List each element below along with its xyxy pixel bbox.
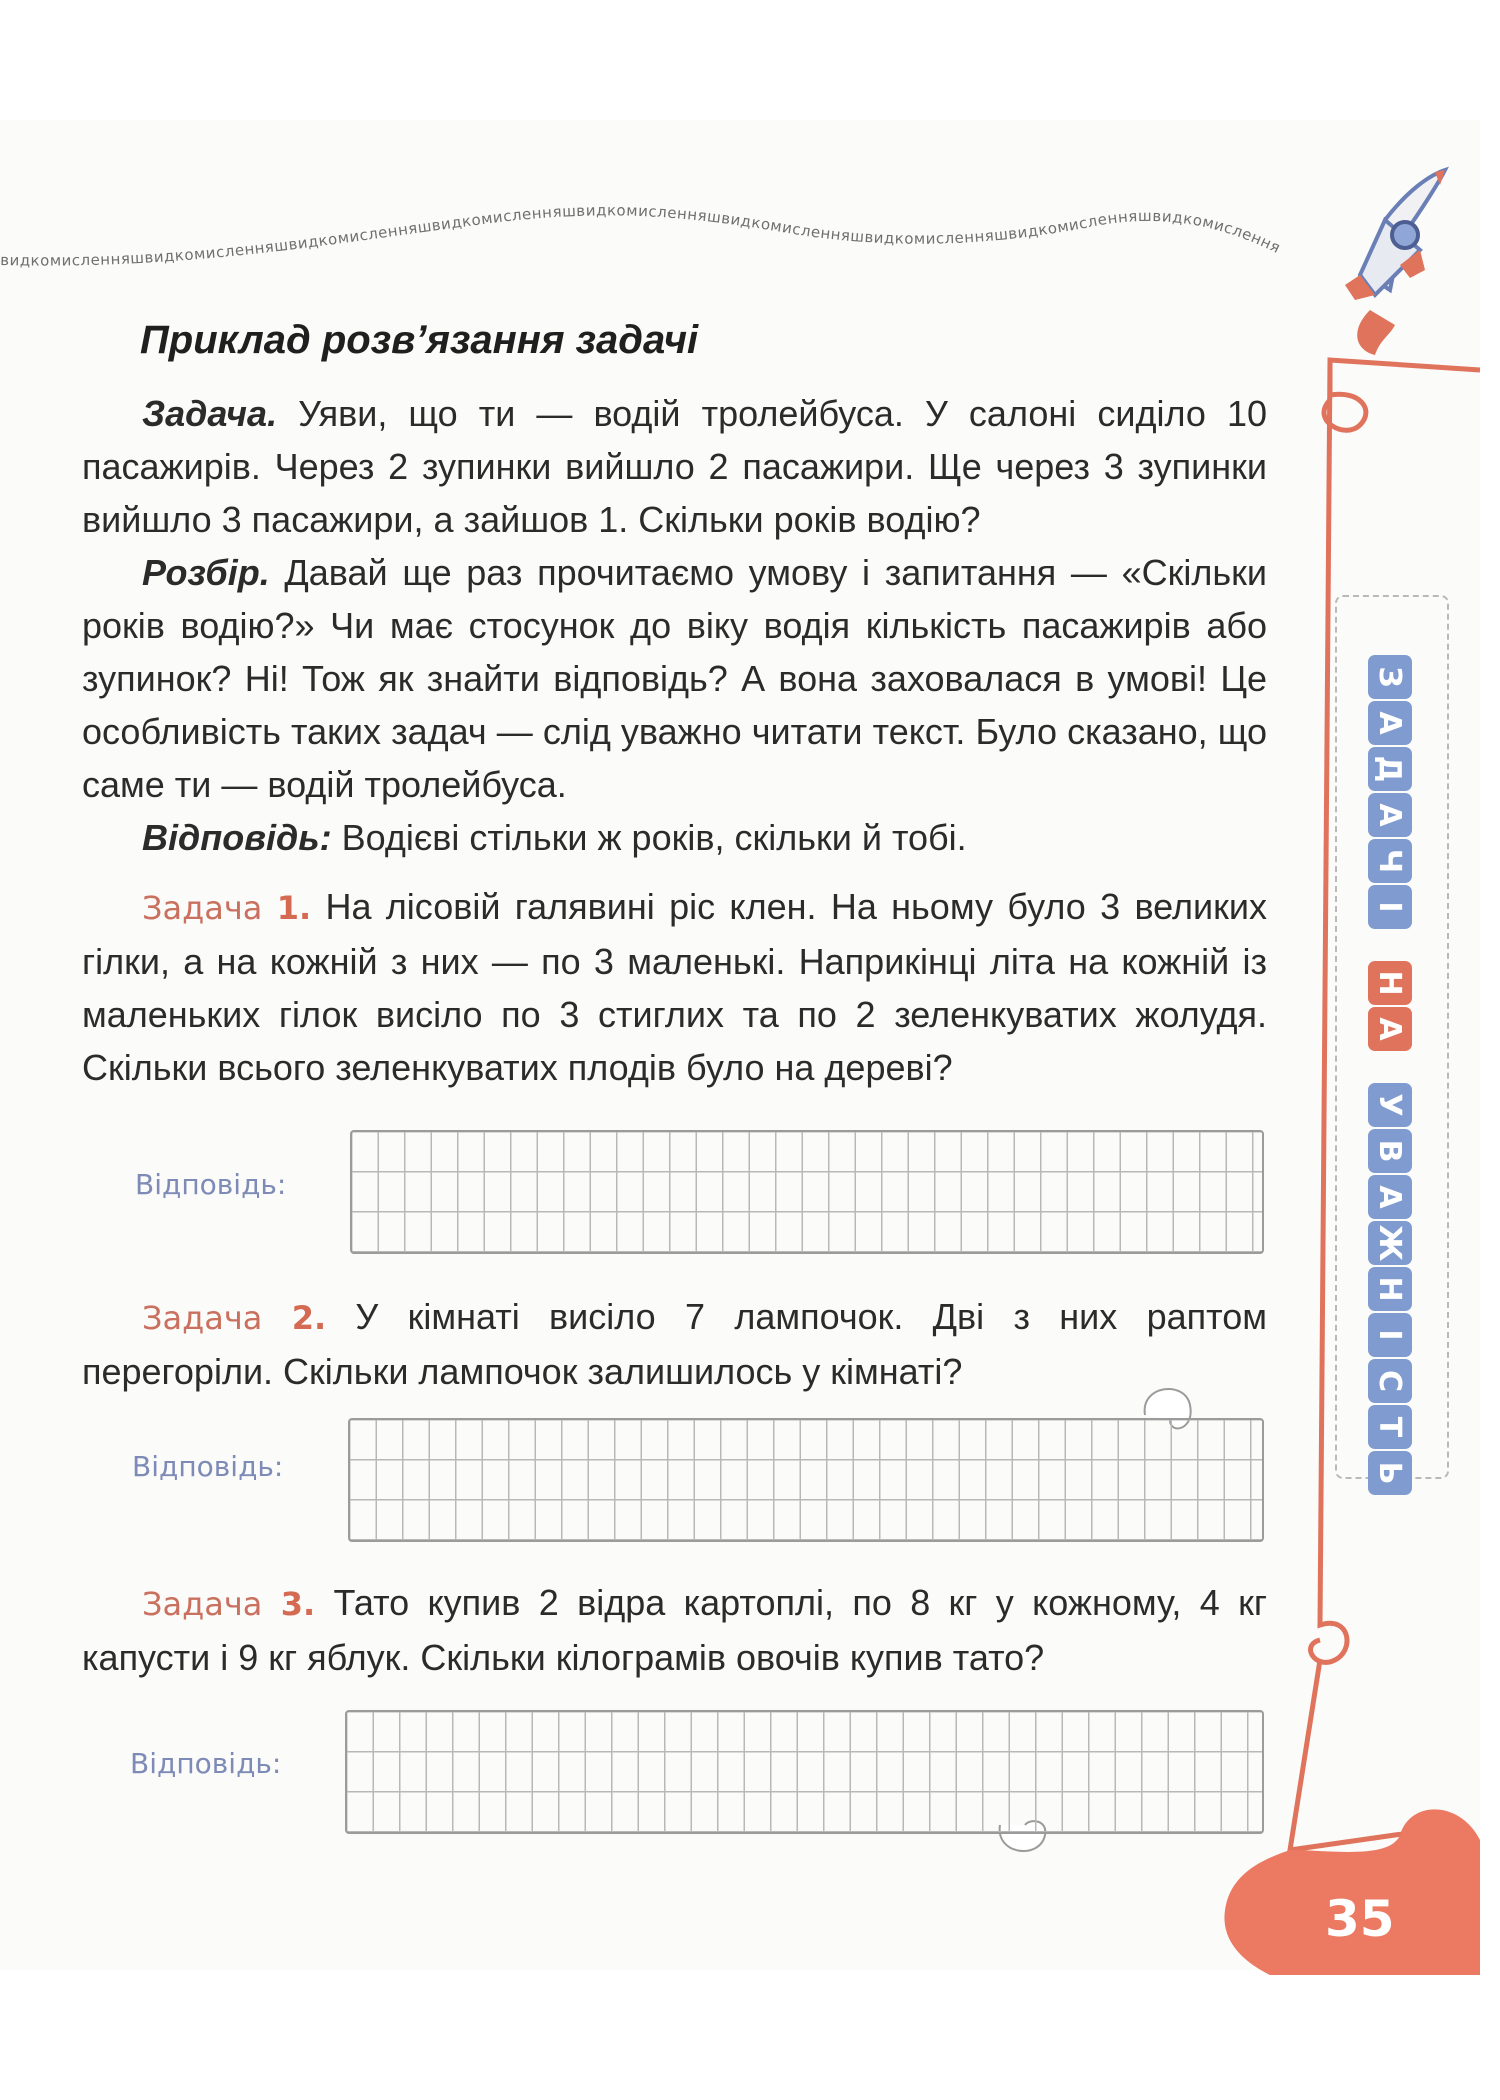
task-1-number: 1.	[276, 889, 312, 927]
sidebar-tile: А	[1368, 1175, 1412, 1219]
sidebar-tile: Д	[1368, 747, 1412, 791]
sidebar-tile: А	[1368, 1007, 1412, 1051]
task-2	[82, 1290, 1267, 1398]
task-2-answer-grid[interactable]	[348, 1418, 1264, 1542]
sidebar-tile: Ь	[1368, 1451, 1412, 1495]
sidebar-tile: А	[1368, 701, 1412, 745]
example-analysis-text: Давай ще раз прочитаємо умову і запитання — «Скільки років водію?» Чи має стосунок до віку водія кількість пасажирів або зупинок? Ні! Тож як знайти відповідь? А вона заховалася в умові! Це особливість таких задач — слід уважно читати текст. Було сказано, що саме ти — водій тролейбуса.	[82, 552, 1267, 805]
task-1-text: На лісовій галявині ріс клен. На ньому було 3 великих гілки, а на кожній з них — по 3 маленькі. Наприкінці літа на кожній із маленьких гілок висіло по 3 стиглих та по 2 зеленкуватих жолудя. Скільки всього зеленкуватих плодів було на дереві?	[82, 886, 1267, 1088]
sidebar-tile: Ж	[1368, 1221, 1412, 1265]
task-3-answer-label: Відповідь:	[130, 1747, 282, 1780]
sidebar-tile: Т	[1368, 1405, 1412, 1449]
page-number: 35	[1325, 1890, 1395, 1948]
task-2-number: 2.	[291, 1299, 327, 1337]
sidebar-tile: У	[1368, 1083, 1412, 1127]
example-analysis	[82, 546, 1267, 811]
sidebar-tile: Н	[1368, 1267, 1412, 1311]
example-answer	[82, 811, 1267, 864]
sidebar-tile: Ч	[1368, 839, 1412, 883]
example-task	[82, 387, 1267, 546]
task-1-answer-label: Відповідь:	[135, 1168, 287, 1201]
task-3-answer-grid[interactable]	[345, 1710, 1264, 1834]
task-3-number: 3.	[280, 1585, 316, 1623]
task-1-answer-grid[interactable]	[350, 1130, 1264, 1254]
example-answer-text: Водієві стільки ж років, скільки й тобі.	[331, 817, 967, 858]
sidebar-tile: Н	[1368, 961, 1412, 1005]
task-2-answer-label: Відповідь:	[132, 1450, 284, 1483]
example-analysis-label: Розбір.	[142, 552, 270, 593]
task-2-label: Задача	[142, 1299, 263, 1337]
example-answer-label: Відповідь:	[142, 817, 332, 858]
sidebar-tile: З	[1368, 655, 1412, 699]
task-1-label: Задача	[142, 889, 263, 927]
sidebar-tile: В	[1368, 1129, 1412, 1173]
example-block	[82, 387, 1267, 864]
banner-text: видкомисленняшвидкомисленняшвидкомисленняшвидкомисленняшвидкомисленняшвидкомисленняшвидкомисленняшвидкомисленняшвидкомислення	[0, 201, 1284, 270]
sidebar-tile: А	[1368, 793, 1412, 837]
task-2-text: У кімнаті висіло 7 лампочок. Дві з них раптом перегоріли. Скільки лампочок залишилось у кімнаті?	[82, 1296, 1267, 1392]
example-title: Приклад розв’язання задачі	[140, 318, 699, 362]
task-3	[82, 1576, 1267, 1684]
example-task-label: Задача.	[142, 393, 278, 434]
task-1	[82, 880, 1267, 1094]
task-3-label: Задача	[142, 1585, 263, 1623]
sidebar-tile: І	[1368, 885, 1412, 929]
example-task-text: Уяви, що ти — водій тролейбуса. У салоні сиділо 10 пасажирів. Через 2 зупинки вийшло 2 пасажири. Ще через 3 зупинки вийшло 3 пасажири, а зайшов 1. Скільки років водію?	[82, 393, 1267, 540]
sidebar-tile: І	[1368, 1313, 1412, 1357]
task-3-text: Тато купив 2 відра картоплі, по 8 кг у кожному, 4 кг капусти і 9 кг яблук. Скільки кілограмів овочів купив тато?	[82, 1582, 1267, 1678]
sidebar-tile: С	[1368, 1359, 1412, 1403]
